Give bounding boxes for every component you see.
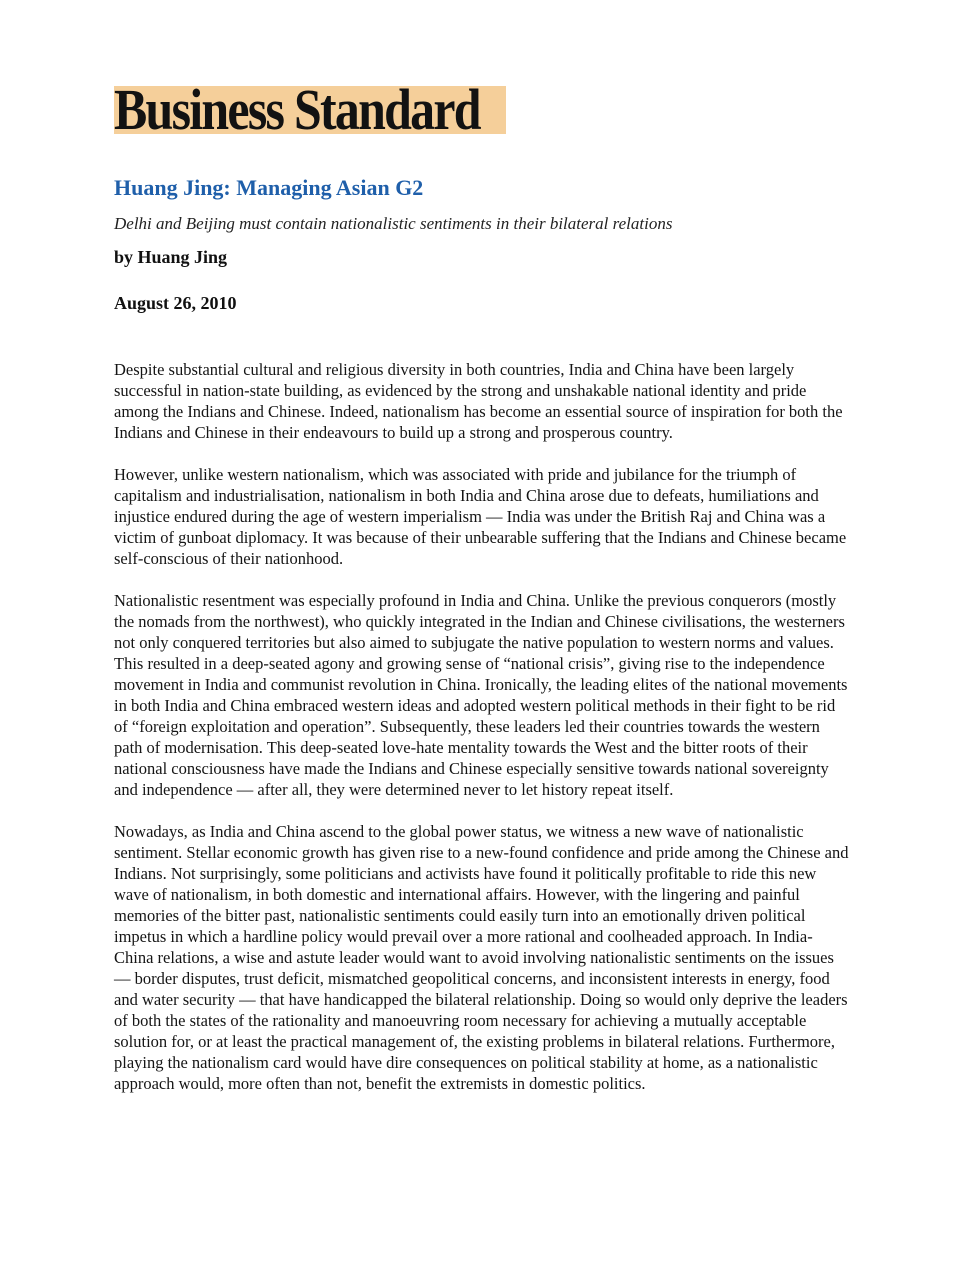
article-paragraph: Despite substantial cultural and religious diversity in both countries, India and China have been largely successful in nation-state building, as evidenced by the strong and unshakable national identity and pride among the Indians and Chinese. Indeed, nationalism has become an essential source of inspiration for both the Indians and Chinese in their endeavours to build up a strong and prosperous country. bbox=[114, 360, 843, 442]
article-byline: by Huang Jing bbox=[114, 247, 228, 267]
article-paragraph: Nationalistic resentment was especially profound in India and China. Unlike the previous conquerors (mostly the nomads from the northwest), who quickly integrated in the Indian and Chinese civilisations, the westerners not only conquered territories but also aimed to subjugate the native population to western norms and values. This resulted in a deep-seated agony and growing sense of “national crisis”, giving rise to the independence movement in India and communist revolution in China. Ironically, the leading elites of the national movements in both India and China embraced western ideas and adopted western political methods in their fight to be rid of “foreign exploitation and operation”. Subsequently, these leaders led their countries towards the western path of modernisation. This deep-seated love-hate mentality towards the West and the bitter roots of their national consciousness have made the Indians and Chinese especially sensitive towards national sovereignty and independence — after all, they were determined never to let history repeat itself. bbox=[114, 591, 848, 799]
article-date: August 26, 2010 bbox=[114, 293, 237, 313]
article-paragraph: Nowadays, as India and China ascend to the global power status, we witness a new wave of nationalistic sentiment. Stellar economic growth has given rise to a new-found confidence and pride among the Chinese and Indians. Not surprisingly, some politicians and activists have found it politically profitable to ride this new wave of nationalism, in both domestic and international affairs. However, with the lingering and painful memories of the bitter past, nationalistic sentiments could easily turn into an emotionally driven political impetus in which a hardline policy would prevail over a more rational and coolheaded approach. In India-China relations, a wise and astute leader would want to avoid involving nationalistic sentiments on the issues — border disputes, trust deficit, mismatched geopolitical concerns, and inconsistent interests in energy, food and water security — that have handicapped the bilateral relationship. Doing so would only deprive the leaders of both the states of the rationality and manoeuvring room necessary for achieving a mutually acceptable solution for, or at least the practical management of, the existing problems in bilateral relations. Furthermore, playing the nationalism card would have dire consequences on political stability at home, as a nationalistic approach would, more often than not, benefit the extremists in domestic politics. bbox=[114, 822, 849, 1093]
article-paragraph: However, unlike western nationalism, which was associated with pride and jubilance for the triumph of capitalism and industrialisation, nationalism in both India and China arose due to defeats, humiliations and injustice endured during the age of western imperialism — India was under the British Raj and China was a victim of gunboat diplomacy. It was because of their unbearable suffering that the Indians and Chinese became self-conscious of their nationhood. bbox=[114, 465, 847, 568]
article-headline: Huang Jing: Managing Asian G2 bbox=[114, 175, 424, 200]
article-dek: Delhi and Beijing must contain nationalistic sentiments in their bilateral relations bbox=[114, 214, 673, 233]
masthead-logo: Business Standard bbox=[114, 77, 480, 142]
article-body bbox=[114, 359, 850, 1115]
